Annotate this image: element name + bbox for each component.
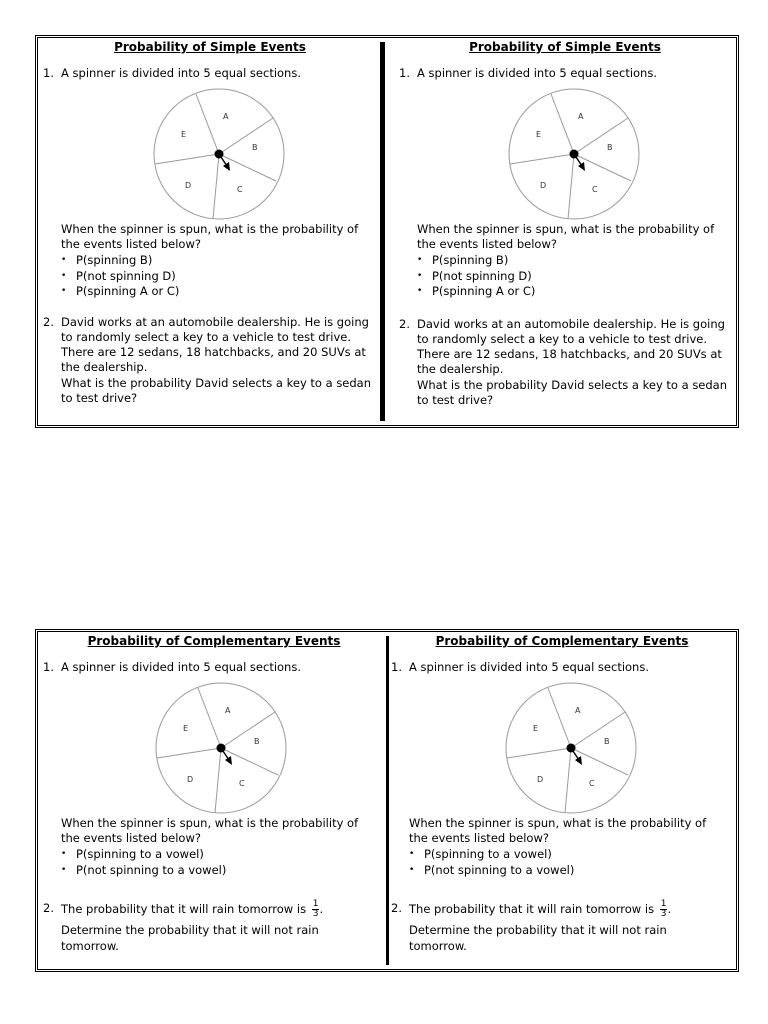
fraction-denominator: 3	[312, 909, 319, 919]
question-1-number: 1.	[43, 66, 54, 80]
event-item: • P(spinning to a vowel)	[409, 847, 574, 863]
spinner-label-b: B	[252, 143, 258, 152]
spinner-divider-line	[551, 94, 574, 154]
question-2-line: tomorrow.	[409, 939, 467, 953]
spinner-divider-line	[221, 712, 275, 748]
event-list	[61, 253, 179, 300]
simple-events-card-left	[38, 38, 380, 425]
event-list	[409, 847, 574, 878]
card-divider	[380, 42, 385, 421]
question-2-line: What is the probability David selects a key to a sedan	[417, 378, 728, 392]
spinner-pivot	[215, 150, 224, 159]
spinner-label-d: D	[537, 775, 544, 784]
spinner-label-e: E	[536, 130, 542, 139]
event-item: • P(spinning A or C)	[417, 284, 535, 300]
spinner-label-e: E	[181, 130, 187, 139]
fraction-denominator: 3	[660, 909, 667, 919]
spinner-pivot	[567, 744, 576, 753]
spinner-label-c: C	[237, 185, 243, 194]
spinner-label-e: E	[533, 724, 539, 733]
question-2-number: 2.	[43, 901, 54, 915]
spinner-divider-line	[565, 748, 571, 813]
card-title: Probability of Complementary Events	[87, 634, 341, 648]
question-2-period: .	[319, 902, 324, 916]
prompt-line-1: When the spinner is spun, what is the probability of	[409, 816, 707, 830]
spinner-divider-line	[510, 154, 574, 164]
spinner-label-b: B	[254, 737, 260, 746]
question-1-text: A spinner is divided into 5 equal sections.	[61, 660, 301, 674]
prompt-line-1: When the spinner is spun, what is the probability of	[61, 222, 359, 236]
spinner-label-a: A	[575, 706, 581, 715]
spinner-label-b: B	[604, 737, 610, 746]
spinner-divider-line	[574, 118, 628, 154]
spinner-label-e: E	[183, 724, 189, 733]
event-list	[61, 847, 226, 878]
question-2-line: tomorrow.	[61, 939, 119, 953]
spinner-divider-line	[548, 688, 571, 748]
question-2-line: David works at an automobile dealership. He is going	[61, 315, 369, 329]
spinner-label-a: A	[223, 112, 229, 121]
prompt-line-1: When the spinner is spun, what is the probability of	[61, 816, 359, 830]
question-2-line: Determine the probability that it will not rain	[409, 923, 667, 937]
question-2-number: 2.	[43, 315, 54, 329]
spinner-divider-line	[213, 154, 219, 219]
spinner-arrowhead	[223, 162, 230, 171]
question-2-line: to randomly select a key to a vehicle to test drive.	[417, 332, 707, 346]
complementary-events-card-left	[38, 632, 386, 969]
question-2-line: the dealership.	[417, 362, 504, 376]
prompt-line-2: the events listed below?	[417, 237, 557, 251]
question-1-text: A spinner is divided into 5 equal sections.	[409, 660, 649, 674]
question-2-line: There are 12 sedans, 18 hatchbacks, and 20 SUVs at	[417, 347, 722, 361]
spinner-pivot	[217, 744, 226, 753]
question-2-line: There are 12 sedans, 18 hatchbacks, and 20 SUVs at	[61, 345, 366, 359]
card-title: Probability of Simple Events	[469, 40, 661, 54]
spinner-arrowhead	[578, 162, 585, 171]
question-1-text: A spinner is divided into 5 equal sections.	[61, 66, 301, 80]
question-1-text: A spinner is divided into 5 equal sections.	[417, 66, 657, 80]
spinner-diagram	[503, 680, 639, 816]
card-title: Probability of Simple Events	[114, 40, 306, 54]
question-2-text: The probability that it will rain tomorrow is	[61, 902, 307, 916]
spinner-label-a: A	[225, 706, 231, 715]
spinner-label-b: B	[607, 143, 613, 152]
spinner-arrowhead	[575, 756, 582, 765]
event-item: • P(spinning A or C)	[61, 284, 179, 300]
question-2-line: the dealership.	[61, 360, 148, 374]
fraction-numerator: 1	[660, 899, 667, 909]
question-1-number: 1.	[43, 660, 54, 674]
spinner-divider-line	[198, 688, 221, 748]
spinner-arrowhead	[225, 756, 232, 765]
question-2-number: 2.	[391, 901, 402, 915]
event-item: • P(spinning B)	[61, 253, 179, 269]
spinner-divider-line	[157, 748, 221, 758]
question-2-text: The probability that it will rain tomorrow is	[409, 902, 655, 916]
simple-events-card-right	[394, 38, 736, 425]
question-2-number: 2.	[399, 317, 410, 331]
event-item: • P(not spinning to a vowel)	[409, 863, 574, 879]
complementary-events-card-right	[390, 632, 736, 969]
spinner-divider-line	[571, 712, 625, 748]
spinner-label-d: D	[540, 181, 547, 190]
question-2-line: to test drive?	[417, 393, 494, 407]
prompt-line-2: the events listed below?	[61, 237, 201, 251]
question-2-line: to test drive?	[61, 391, 138, 405]
prompt-line-1: When the spinner is spun, what is the probability of	[417, 222, 715, 236]
spinner-divider-line	[155, 154, 219, 164]
spinner-diagram	[153, 680, 289, 816]
question-2-line: David works at an automobile dealership. He is going	[417, 317, 725, 331]
spinner-divider-line	[215, 748, 221, 813]
question-2-line: What is the probability David selects a key to a sedan	[61, 376, 372, 390]
spinner-label-d: D	[185, 181, 192, 190]
question-1-number: 1.	[391, 660, 402, 674]
question-2-line: to randomly select a key to a vehicle to test drive.	[61, 330, 351, 344]
prompt-line-2: the events listed below?	[409, 831, 549, 845]
spinner-label-c: C	[589, 779, 595, 788]
complementary-events-worksheet	[35, 629, 739, 972]
spinner-label-c: C	[592, 185, 598, 194]
question-2-period: .	[667, 902, 672, 916]
spinner-divider-line	[507, 748, 571, 758]
question-1-number: 1.	[399, 66, 410, 80]
simple-events-worksheet	[35, 35, 739, 428]
spinner-diagram	[506, 86, 642, 222]
question-2-line	[409, 894, 671, 924]
prompt-line-2: the events listed below?	[61, 831, 201, 845]
question-2-line: Determine the probability that it will not rain	[61, 923, 319, 937]
spinner-divider-line	[196, 94, 219, 154]
question-2-line	[61, 894, 323, 924]
spinner-label-d: D	[187, 775, 194, 784]
card-title: Probability of Complementary Events	[435, 634, 689, 648]
event-list	[417, 253, 535, 300]
spinner-pivot	[570, 150, 579, 159]
event-item: • P(not spinning to a vowel)	[61, 863, 226, 879]
event-item: • P(not spinning D)	[417, 269, 535, 285]
spinner-diagram	[151, 86, 287, 222]
card-divider	[386, 636, 389, 965]
spinner-label-a: A	[578, 112, 584, 121]
spinner-label-c: C	[239, 779, 245, 788]
event-item: • P(spinning to a vowel)	[61, 847, 226, 863]
fraction-numerator: 1	[312, 899, 319, 909]
spinner-divider-line	[568, 154, 574, 219]
event-item: • P(not spinning D)	[61, 269, 179, 285]
spinner-divider-line	[219, 118, 273, 154]
event-item: • P(spinning B)	[417, 253, 535, 269]
